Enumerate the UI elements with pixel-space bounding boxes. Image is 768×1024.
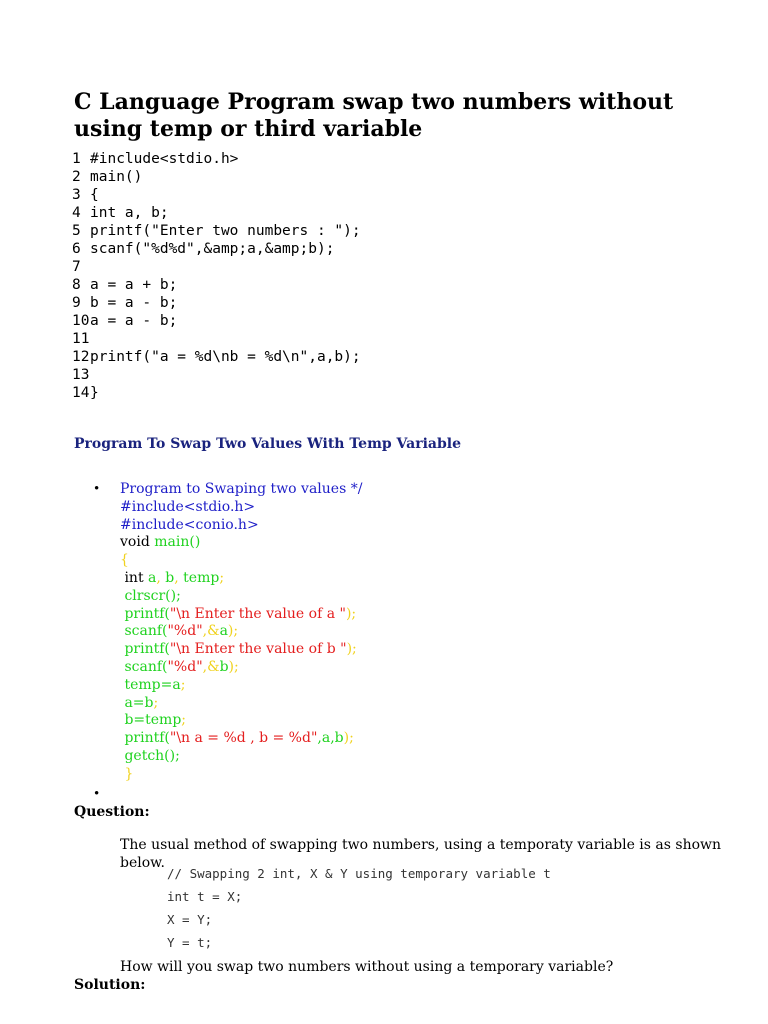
code-include: #include<stdio.h> [120, 498, 256, 515]
section-heading: Program To Swap Two Values With Temp Variable [74, 436, 461, 452]
code-string: "%d" [167, 658, 203, 675]
code-line [120, 534, 362, 552]
code-line: // Swapping 2 int, X & Y using temporary variable t [167, 866, 551, 881]
page-title: C Language Program swap two numbers without using temp or third variable [74, 89, 674, 142]
code-assign: temp=a [120, 676, 181, 693]
code-assign: b=temp [120, 712, 182, 729]
line-number: 1 [72, 151, 81, 167]
code-string: "%d" [167, 623, 203, 640]
code-brace: } [120, 765, 134, 782]
question-followup: How will you swap two numbers without using a temporary variable? [120, 959, 614, 975]
code-string: "\n Enter the value of a " [169, 605, 346, 622]
question-code [167, 862, 551, 954]
code-punct: ; [180, 676, 186, 693]
code-line [120, 623, 362, 641]
code-function: printf( [120, 641, 170, 658]
line-number: 8 [72, 277, 81, 293]
solution-label: Solution: [74, 977, 146, 993]
code-line [120, 641, 362, 659]
code-keyword: int [120, 569, 149, 586]
code-identifier: a [219, 623, 228, 640]
code-function: printf( [120, 730, 170, 747]
code-line: X = Y; [167, 912, 213, 927]
line-number: 10 [72, 313, 90, 329]
line-number: 14 [72, 385, 90, 401]
code-string: "\n Enter the value of b " [169, 641, 347, 658]
code-punct: ; [219, 569, 225, 586]
line-number: 13 [72, 367, 90, 383]
code-text: } [90, 385, 99, 401]
temp-program-code [120, 481, 362, 784]
code-line: clrscr(); [120, 587, 181, 604]
code-punct: ); [228, 658, 239, 675]
code-line [120, 659, 362, 677]
question-text: The usual method of swapping two numbers, using a temporaty variable is as shown below. [120, 837, 722, 871]
line-number: 5 [72, 223, 81, 239]
code-punct: ; [153, 694, 159, 711]
code-punct: , [156, 569, 161, 586]
code-text: a = a + b; [90, 277, 178, 293]
code-line: int t = X; [167, 889, 243, 904]
code-string: "\n a = %d , b = %d" [169, 730, 318, 747]
code-punct: ); [346, 641, 357, 658]
code-line [120, 695, 362, 713]
code-text: b = a - b; [90, 295, 178, 311]
code-text: printf("Enter two numbers : "); [90, 223, 361, 239]
code-text: main() [90, 169, 143, 185]
bullet-marker: • [94, 786, 100, 802]
code-punct: ,& [202, 623, 220, 640]
line-number: 6 [72, 241, 81, 257]
code-include: #include<conio.h> [120, 516, 259, 533]
code-function: scanf( [120, 658, 168, 675]
code-text: printf("a = %d\nb = %d\n",a,b); [90, 349, 361, 365]
code-punct: ); [345, 605, 357, 622]
code-punct: ); [227, 623, 239, 640]
code-punct: ); [343, 730, 354, 747]
line-number: 11 [72, 331, 90, 347]
code-identifier: temp [178, 569, 220, 586]
code-identifier: ,a,b [317, 730, 344, 747]
code-comment: Program to Swaping two values */ [120, 481, 363, 497]
code-line [120, 712, 362, 730]
code-brace: { [120, 552, 129, 569]
code-keyword: void [120, 534, 155, 551]
line-number: 7 [72, 259, 81, 275]
code-identifier: a [148, 569, 157, 586]
code-function: scanf( [120, 623, 168, 640]
line-number: 2 [72, 169, 81, 185]
code-text: int a, b; [90, 205, 169, 221]
code-text: #include<stdio.h> [90, 151, 239, 167]
code-text: { [90, 187, 99, 203]
code-punct: , [174, 569, 179, 586]
code-line [120, 677, 362, 695]
code-line [120, 606, 362, 624]
code-function: main() [154, 534, 201, 551]
code-text: a = a - b; [90, 313, 178, 329]
code-text: scanf("%d%d",&amp;a,&amp;b); [90, 241, 335, 257]
code-identifier: b [219, 658, 229, 675]
bullet-marker: • [94, 481, 100, 497]
code-line: Y = t; [167, 935, 213, 950]
line-number: 12 [72, 349, 90, 365]
line-number: 9 [72, 295, 81, 311]
code-line [120, 570, 362, 588]
code-identifier: b [160, 569, 175, 586]
code-punct: ; [181, 712, 187, 729]
code-punct: ,& [202, 658, 220, 675]
code-line: getch(); [120, 747, 180, 764]
question-label: Question: [74, 804, 150, 820]
code-function: printf( [120, 605, 170, 622]
code-line [120, 730, 362, 748]
code-assign: a=b [120, 694, 154, 711]
line-number: 3 [72, 187, 81, 203]
line-number: 4 [72, 205, 81, 221]
